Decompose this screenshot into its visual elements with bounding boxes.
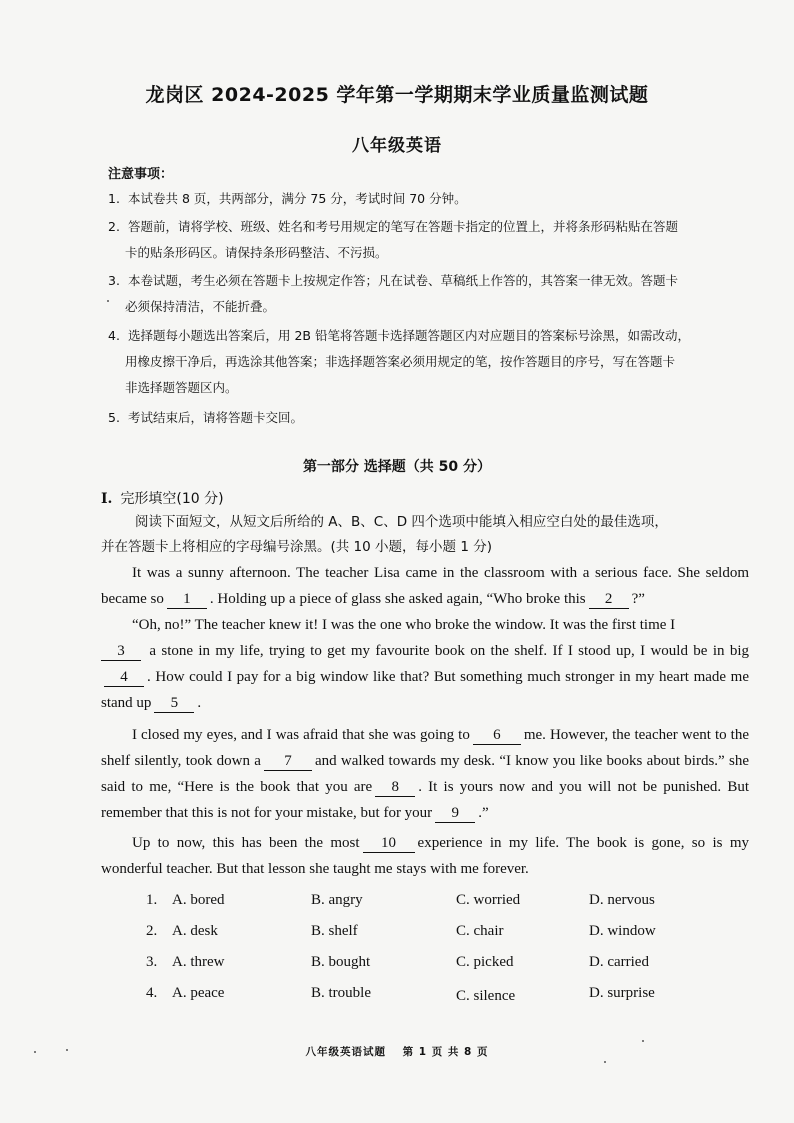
passage-paragraph-2 <box>101 612 749 716</box>
passage-text: . <box>197 695 202 711</box>
passage-text: experience in my life. The book is gone, so is my wonderful teacher. But that lesson she taught me stays with me forever. <box>101 835 750 877</box>
exam-subtitle: 八年级英语 <box>352 136 442 156</box>
passage-text: . How could I pay for a big window like that? But something much stronger in my heart made me stand up <box>101 669 749 711</box>
notice-heading: 注意事项： <box>108 167 174 182</box>
passage-text: . Holding up a piece of glass she asked again, “Who broke this <box>209 591 586 607</box>
page-footer <box>0 1044 794 1059</box>
notice-text: 本卷试题，考生必须在答题卡上按规定作答；凡在试卷、草稿纸上作答的，其答案一律无效。答题卡 <box>128 273 679 288</box>
blank-2: 2 <box>589 591 629 609</box>
notice-text-cont: 用橡皮擦干净后，再选涂其他答案；非选择题答案必须用规定的笔，按作答题目的序号，写在答题卡 <box>125 354 676 369</box>
notice-item-5 <box>108 405 750 431</box>
passage-text: . It is yours now and you will not be punished. But remember that this is not for your mistake, but for your <box>101 779 749 821</box>
blank-4: 4 <box>104 669 144 687</box>
passage-paragraph-1 <box>101 560 749 612</box>
passage-paragraph-3 <box>101 722 749 826</box>
notice-number: 2. <box>108 219 120 234</box>
footer-page-number: 第 1 页 共 8 页 <box>402 1046 489 1058</box>
blank-6: 6 <box>473 727 521 745</box>
notice-text-cont: 卡的贴条形码区。请保持条形码整洁、不污损。 <box>125 245 388 260</box>
question-row-3 <box>146 954 706 978</box>
passage-text: ?” <box>631 591 645 607</box>
option-b: B. angry <box>311 892 363 908</box>
question-row-4 <box>146 985 706 1009</box>
notice-item-2 <box>108 214 750 266</box>
option-c: C. chair <box>456 923 504 939</box>
section-instruction <box>101 510 749 560</box>
notice-number: 4. <box>108 328 120 343</box>
option-d: D. window <box>589 923 656 939</box>
option-a: A. bored <box>172 892 225 908</box>
passage-text: “Oh, no!” The teacher knew it! I was the one who broke the window. It was the first time I <box>132 617 676 633</box>
notice-item-3 <box>108 268 750 320</box>
passage-text: me. However, the teacher went to the shelf silently, took down a <box>101 727 749 769</box>
scan-speck <box>34 1051 36 1053</box>
notice-item-1 <box>108 186 750 212</box>
question-row-1 <box>146 892 706 916</box>
notice-number: 3. <box>108 273 120 288</box>
footer-subject: 八年级英语试题 <box>305 1046 386 1058</box>
notice-number: 1. <box>108 191 120 206</box>
option-c: C. silence <box>456 988 516 1004</box>
section-number: I. <box>101 491 113 507</box>
option-c: C. worried <box>456 892 521 908</box>
notice-text: 考试结束后，请将答题卡交回。 <box>128 410 304 425</box>
notice-number: 5. <box>108 410 120 425</box>
question-row-2 <box>146 923 706 947</box>
option-a: A. peace <box>172 985 225 1001</box>
blank-8: 8 <box>375 779 415 797</box>
blank-10: 10 <box>363 835 415 853</box>
passage-text: I closed my eyes, and I was afraid that she was going to <box>132 727 470 743</box>
option-b: B. trouble <box>311 985 371 1001</box>
option-d: D. nervous <box>589 892 655 908</box>
passage-text: a stone in my life, trying to get my favourite book on the shelf. If I stood up, I would be in big <box>149 643 749 659</box>
passage-text: Up to now, this has been the most <box>132 835 360 851</box>
scan-speck <box>66 1049 68 1051</box>
scan-speck <box>642 1040 644 1042</box>
passage-paragraph-4 <box>101 830 749 882</box>
notice-text-cont: 必须保持清洁，不能折叠。 <box>125 299 276 314</box>
blank-7: 7 <box>264 753 312 771</box>
question-number: 4. <box>146 985 158 1001</box>
section-title: 完形填空(10 分) <box>120 491 224 507</box>
option-d: D. surprise <box>589 985 655 1001</box>
blank-1: 1 <box>167 591 207 609</box>
notice-text-cont: 非选择题答题区内。 <box>125 380 238 395</box>
option-b: B. bought <box>311 954 371 970</box>
question-number: 3. <box>146 954 158 970</box>
instruction-line: 并在答题卡上将相应的字母编号涂黑。(共 10 小题，每小题 1 分) <box>101 539 492 555</box>
passage-text: It was a sunny afternoon. The teacher Lisa came in the classroom with a serious face. She seldom became so <box>101 565 749 607</box>
question-number: 1. <box>146 892 158 908</box>
notice-text: 本试卷共 8 页，共两部分，满分 75 分，考试时间 70 分钟。 <box>128 191 467 206</box>
blank-5: 5 <box>154 695 194 713</box>
scan-speck <box>107 300 109 302</box>
option-a: A. threw <box>172 954 225 970</box>
passage-text: .” <box>478 805 489 821</box>
scan-speck <box>604 1061 606 1063</box>
option-b: B. shelf <box>311 923 358 939</box>
option-c: C. picked <box>456 954 514 970</box>
notice-item-4 <box>108 323 750 401</box>
blank-9: 9 <box>435 805 475 823</box>
instruction-line: 阅读下面短文，从短文后所给的 A、B、C、D 四个选项中能填入相应空白处的最佳选项， <box>135 514 668 530</box>
blank-3: 3 <box>101 643 141 661</box>
option-a: A. desk <box>172 923 218 939</box>
exam-title: 龙岗区 2024-2025 学年第一学期期末学业质量监测试题 <box>145 84 649 106</box>
section-heading <box>101 488 224 508</box>
option-d: D. carried <box>589 954 649 970</box>
part-one-heading: 第一部分 选择题（共 50 分） <box>302 459 492 475</box>
question-number: 2. <box>146 923 158 939</box>
passage-text: and walked towards my desk. “I know you like books about birds.” she said to me, “Here is the book that you are <box>101 753 749 795</box>
notice-text: 选择题每小题选出答案后，用 2B 铅笔将答题卡选择题答题区内对应题目的答案标号涂黑，如需改动， <box>128 328 690 343</box>
notice-text: 答题前，请将学校、班级、姓名和考号用规定的笔写在答题卡指定的位置上，并将条形码粘贴在答题 <box>128 219 679 234</box>
